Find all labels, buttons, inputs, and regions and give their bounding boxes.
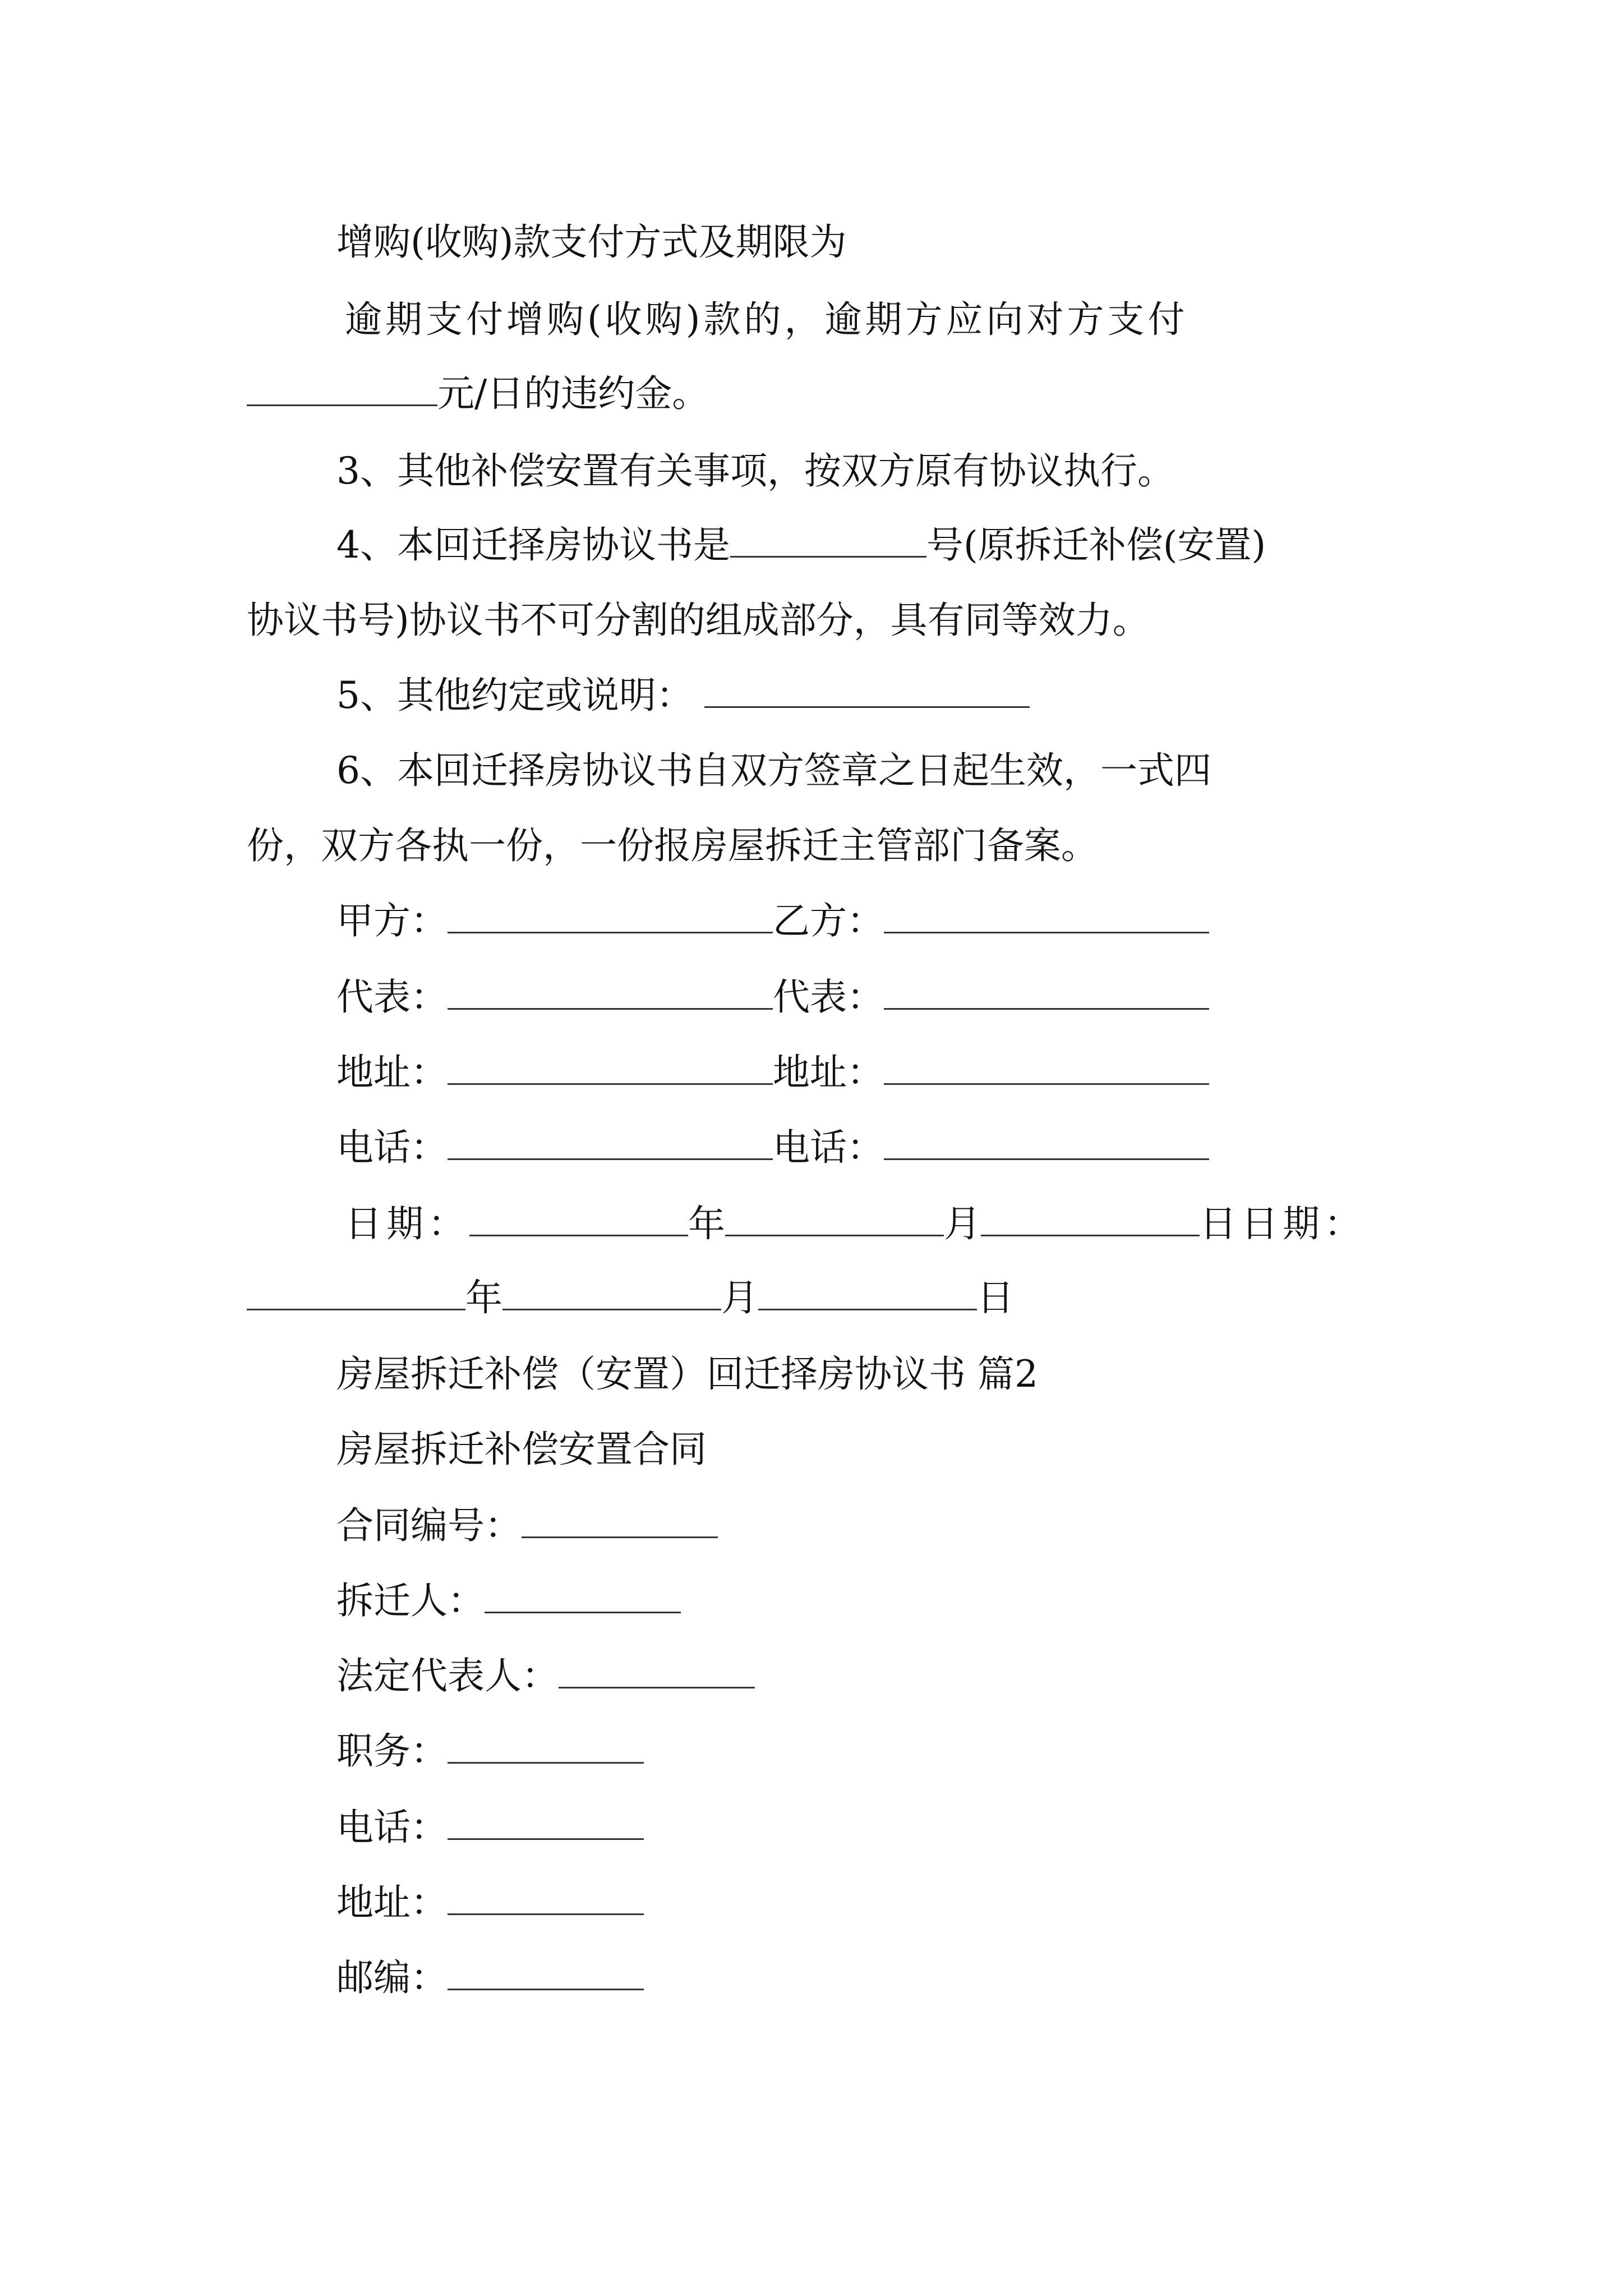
section-2-subheading-text: 房屋拆迁补偿安置合同	[336, 1428, 707, 1471]
party-row-4	[336, 1125, 1486, 1170]
legal-representative-label: 法定代表人：	[336, 1654, 559, 1697]
clause-6-continued-text: 份，双方各执一份，一份报房屋拆迁主管部门备案。	[247, 824, 1098, 867]
clause-5	[336, 673, 1486, 718]
year-label-1: 年	[688, 1202, 725, 1245]
year-blank-1	[469, 1202, 688, 1236]
day-blank-1	[981, 1202, 1200, 1236]
penalty-line	[247, 371, 1396, 416]
field-legal-representative	[336, 1654, 1486, 1699]
month-label-2: 月	[721, 1276, 758, 1319]
party-a-address-label: 地址：	[336, 1051, 448, 1094]
phone-blank	[448, 1806, 644, 1840]
other-terms-blank	[704, 674, 1030, 708]
section-2-subheading	[336, 1427, 1486, 1472]
clause-4-text-a: 4、本回迁择房协议书是	[336, 523, 730, 567]
party-a-address-blank	[448, 1051, 773, 1085]
clause-6	[336, 748, 1486, 793]
party-b-rep-label: 代表：	[773, 976, 884, 1019]
party-a-rep-blank	[448, 976, 773, 1010]
phone-label: 电话：	[336, 1806, 448, 1849]
clause-4-text-b: 号(原拆迁补偿(安置)	[926, 523, 1266, 567]
date-row-2	[247, 1276, 1396, 1320]
party-row-2	[336, 975, 1486, 1020]
party-b-address-label: 地址：	[773, 1051, 884, 1094]
section-2-heading	[336, 1352, 1486, 1397]
party-b-label: 乙方：	[773, 899, 884, 942]
address-label: 地址：	[336, 1881, 448, 1924]
month-label-1: 月	[944, 1202, 981, 1245]
contract-number-label: 合同编号：	[336, 1504, 522, 1547]
party-a-blank	[448, 899, 773, 933]
overdue-payment-text: 逾期支付增购(收购)款的，逾期方应向对方支付	[345, 298, 1188, 341]
postal-code-label: 邮编：	[336, 1956, 448, 1999]
field-phone	[336, 1805, 1486, 1850]
party-row-3	[336, 1050, 1486, 1095]
party-b-rep-blank	[884, 976, 1209, 1010]
clause-6-text: 6、本回迁择房协议书自双方签章之日起生效，一式四	[336, 749, 1211, 792]
party-a-phone-label: 电话：	[336, 1126, 448, 1169]
demolisher-label: 拆迁人：	[336, 1579, 485, 1622]
demolisher-blank	[485, 1579, 681, 1613]
clause-5-text: 5、其他约定或说明：	[336, 674, 693, 717]
party-a-phone-blank	[448, 1126, 773, 1160]
field-postal-code	[336, 1955, 1486, 2000]
day-label-2: 日	[977, 1276, 1014, 1319]
position-blank	[448, 1729, 644, 1764]
clause-4-continued	[247, 598, 1396, 643]
day-blank-2	[758, 1276, 977, 1310]
party-row-1	[336, 899, 1486, 944]
month-blank-2	[502, 1276, 721, 1310]
month-blank-1	[725, 1202, 944, 1236]
party-a-rep-label: 代表：	[336, 976, 448, 1019]
clause-3	[336, 449, 1486, 494]
clause-4-continued-text: 协议书号)协议书不可分割的组成部分，具有同等效力。	[247, 599, 1150, 642]
date-row-1	[345, 1202, 1495, 1246]
penalty-amount-blank	[247, 372, 437, 406]
clause-6-continued	[247, 823, 1396, 868]
field-address	[336, 1880, 1486, 1925]
section-2-heading-text: 房屋拆迁补偿（安置）回迁择房协议书 篇2	[336, 1352, 1038, 1396]
field-contract-number	[336, 1503, 1486, 1548]
contract-number-blank	[522, 1504, 718, 1538]
clause-4	[336, 523, 1486, 568]
agreement-number-blank	[730, 523, 926, 558]
postal-code-blank	[448, 1956, 644, 1990]
party-b-phone-blank	[884, 1126, 1209, 1160]
penalty-text: 元/日的违约金。	[437, 372, 709, 415]
address-blank	[448, 1881, 644, 1915]
field-demolisher	[336, 1579, 1486, 1623]
year-blank-2	[247, 1276, 465, 1310]
year-label-2: 年	[465, 1276, 502, 1319]
party-a-label: 甲方：	[336, 899, 448, 942]
position-label: 职务：	[336, 1729, 448, 1773]
overdue-payment-line	[345, 297, 1495, 342]
party-b-phone-label: 电话：	[773, 1126, 884, 1169]
field-position	[336, 1729, 1486, 1774]
legal-representative-blank	[559, 1654, 755, 1688]
day-and-date-label-2: 日日期：	[1200, 1202, 1366, 1245]
party-b-address-blank	[884, 1051, 1209, 1085]
party-b-blank	[884, 899, 1209, 933]
clause-3-text: 3、其他补偿安置有关事项，按双方原有协议执行。	[336, 449, 1174, 493]
date-label-1: 日期：	[345, 1202, 469, 1245]
payment-method-text: 增购(收购)款支付方式及期限为	[336, 220, 847, 264]
payment-method-line	[336, 220, 1486, 265]
